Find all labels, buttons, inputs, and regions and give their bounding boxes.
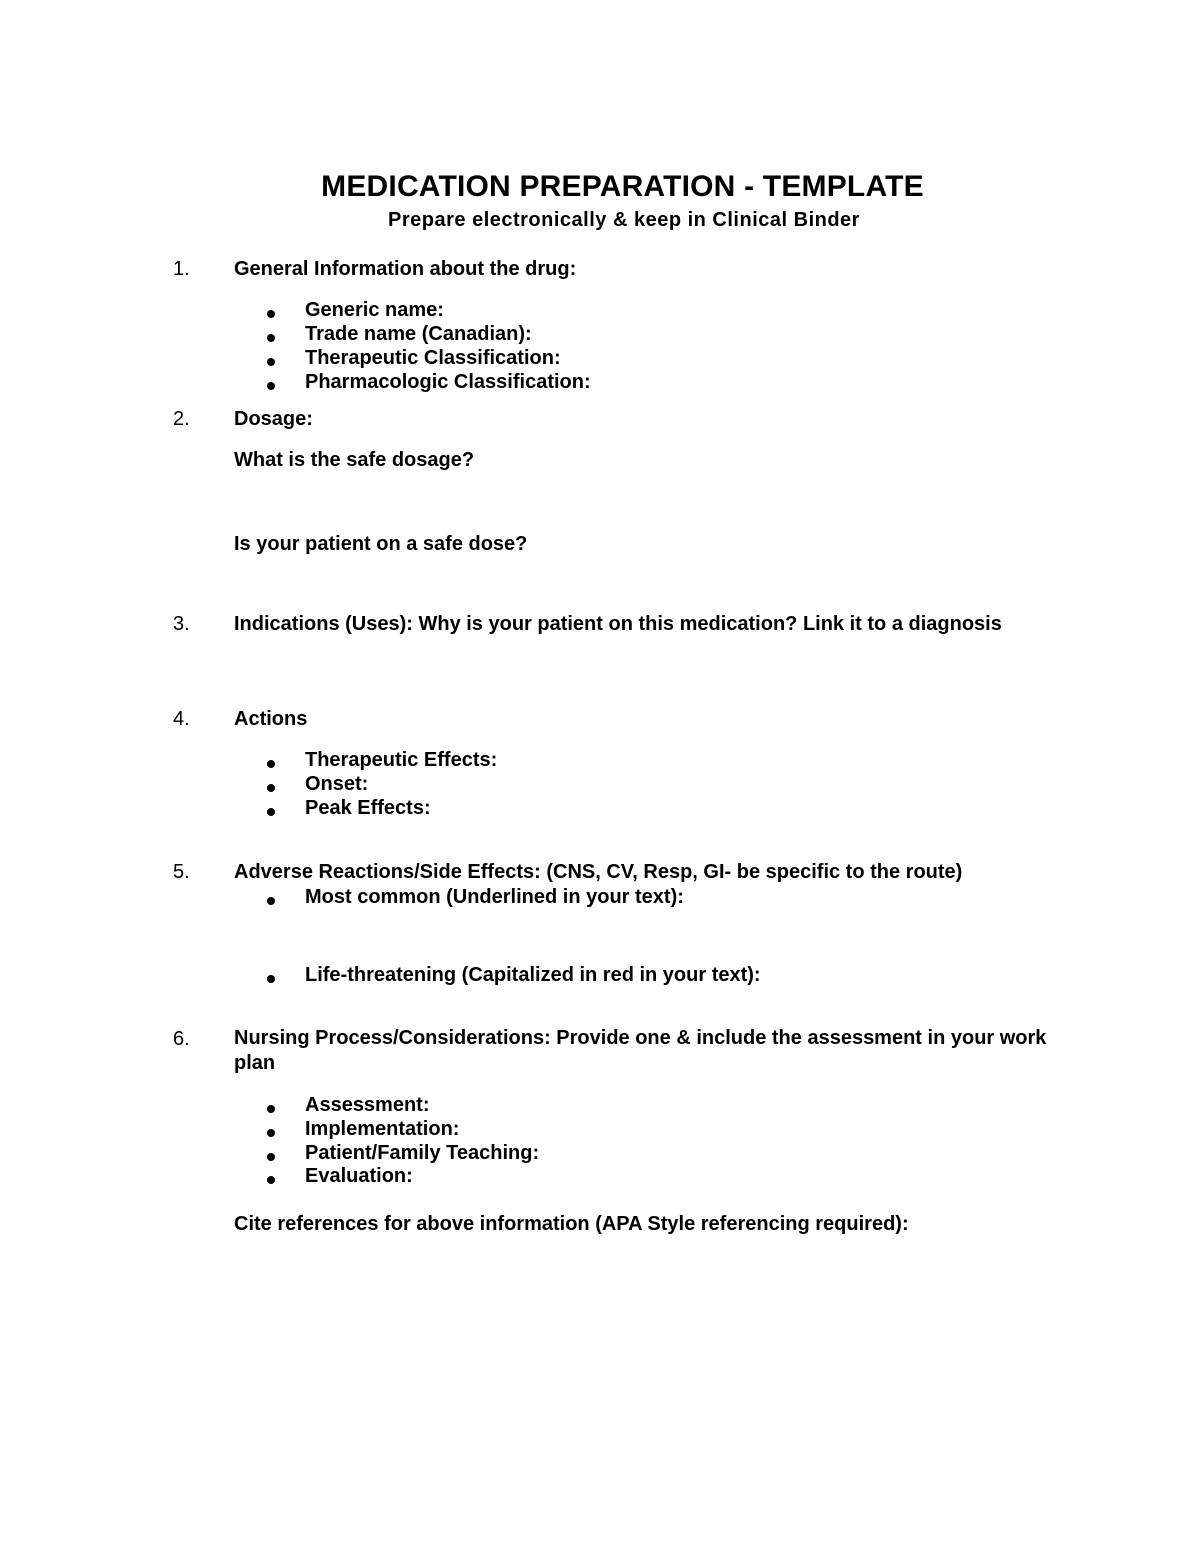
bullet-item-pharmacologic-classification: Pharmacologic Classification: — [305, 371, 591, 393]
question-safe-dose: Is your patient on a safe dose? — [234, 533, 528, 555]
question-safe-dosage: What is the safe dosage? — [234, 449, 475, 471]
section-heading-nursing-process: Nursing Process/Considerations: Provide one & include the assessment in your work plan — [234, 1027, 1047, 1074]
section-heading-adverse-reactions: Adverse Reactions/Side Effects: (CNS, CV, Resp, GI- be specific to the route) — [234, 861, 963, 883]
bullet-item-onset: Onset: — [305, 773, 369, 795]
bullet-icon — [267, 890, 277, 900]
bullet-icon — [267, 375, 277, 385]
bullet-item-therapeutic-classification: Therapeutic Classification: — [305, 347, 561, 369]
bullet-icon — [267, 968, 277, 978]
document-subtitle: Prepare electronically & keep in Clinical Binder — [388, 209, 860, 231]
section-number: 1. — [173, 258, 190, 280]
bullet-icon — [267, 1122, 277, 1132]
bullet-item-most-common: Most common (Underlined in your text): — [305, 886, 684, 908]
bullet-icon — [267, 351, 277, 361]
bullet-item-trade-name: Trade name (Canadian): — [305, 323, 532, 345]
bullet-icon — [267, 1098, 277, 1108]
bullet-icon — [267, 801, 277, 811]
bullet-item-generic-name: Generic name: — [305, 299, 444, 321]
bullet-icon — [267, 777, 277, 787]
bullet-item-implementation: Implementation: — [305, 1118, 460, 1140]
citation-instruction: Cite references for above information (APA Style referencing required): — [234, 1213, 909, 1235]
section-number: 2. — [173, 408, 190, 430]
bullet-item-therapeutic-effects: Therapeutic Effects: — [305, 749, 498, 771]
section-number: 4. — [173, 708, 190, 730]
section-number: 6. — [173, 1028, 190, 1050]
section-heading-indications: Indications (Uses): Why is your patient on this medication? Link it to a diagnosis — [234, 613, 1002, 635]
document-title: MEDICATION PREPARATION - TEMPLATE — [321, 170, 924, 203]
bullet-item-evaluation: Evaluation: — [305, 1165, 413, 1187]
bullet-icon — [267, 753, 277, 763]
bullet-icon — [267, 1169, 277, 1179]
section-heading-general-information: General Information about the drug: — [234, 258, 577, 280]
section-number: 3. — [173, 613, 190, 635]
bullet-icon — [267, 1146, 277, 1156]
bullet-item-peak-effects: Peak Effects: — [305, 797, 431, 819]
bullet-item-patient-family-teaching: Patient/Family Teaching: — [305, 1142, 540, 1164]
section-number: 5. — [173, 861, 190, 883]
section-heading-dosage: Dosage: — [234, 408, 313, 430]
section-heading-actions: Actions — [234, 708, 308, 730]
bullet-item-life-threatening: Life-threatening (Capitalized in red in your text): — [305, 964, 761, 986]
bullet-icon — [267, 327, 277, 337]
bullet-icon — [267, 303, 277, 313]
bullet-item-assessment: Assessment: — [305, 1094, 430, 1116]
